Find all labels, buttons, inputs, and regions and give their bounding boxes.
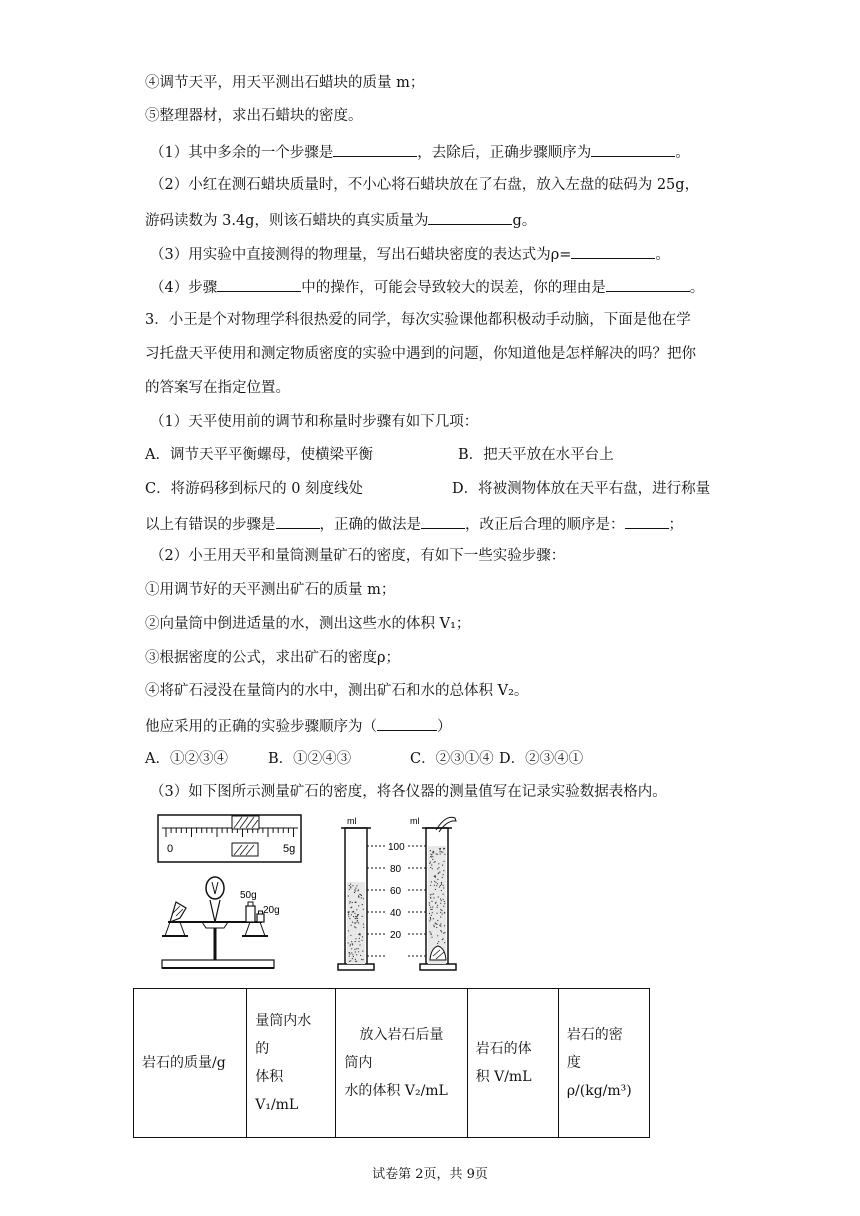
p3-option-b: B．①②④③: [268, 751, 352, 767]
table-row: [134, 989, 650, 1138]
question-4: （4）步骤 中的操作，可能会导致较大的误差，你的理由是 。: [150, 276, 704, 298]
problem-3-line3: 的答案写在指定位置。: [145, 380, 290, 396]
p3-step-1: ①用调节好的天平测出矿石的质量 m；: [145, 582, 396, 598]
tick-40: 40: [390, 908, 402, 919]
weight-20g-label: 20g: [263, 905, 280, 916]
question-2-line1: （2）小红在测石蜡块质量时，不小心将石蜡块放在了右盘，放入左盘的砝码为 25g，: [150, 177, 700, 193]
p3-question-3-intro: （3）如下图所示测量矿石的密度，将各仪器的测量值写在记录实验数据表格内。: [150, 784, 667, 800]
answer-blank[interactable]: [625, 513, 669, 529]
cylinder-scale: [367, 842, 426, 956]
scale-five-label: 5g: [283, 843, 296, 855]
header-rock-density: 岩石的密 度 ρ/(kg/m³): [558, 989, 649, 1138]
measurement-figure: [150, 810, 480, 976]
problem-3-line2: 习托盘天平使用和测定物质密度的实验中遇到的问题，你知道他是怎样解决的吗？把你: [145, 346, 696, 362]
header-rock-volume: 岩石的体 积 V/mL: [467, 989, 558, 1138]
answer-blank[interactable]: [217, 276, 301, 292]
p3-step-2: ②向量筒中倒进适量的水，测出这些水的体积 V₁；: [145, 616, 471, 632]
p3-step-4: ④将矿石浸没在量筒内的水中，测出矿石和水的总体积 V₂。: [145, 683, 529, 699]
problem-3-line1: 3．小王是个对物理学科很热爱的同学，每次实验课他都积极动手动脑，下面是他在学: [145, 312, 691, 328]
option-c: C．将游码移到标尺的 0 刻度线处: [145, 481, 364, 497]
weight-50g-label: 50g: [240, 890, 257, 901]
option-b: B．把天平放在水平台上: [458, 447, 614, 463]
p3-option-c: C．②③①④: [410, 751, 494, 767]
answer-blank[interactable]: [571, 243, 655, 259]
p3-option-d: D．②③④①: [499, 751, 584, 767]
answer-blank[interactable]: [377, 715, 437, 731]
tick-60: 60: [390, 886, 402, 897]
page-footer: 试卷第 2页，共 9页: [372, 1167, 488, 1182]
rider-scale: [158, 815, 301, 862]
question-2-line2: 游码读数为 3.4g，则该石蜡块的真实质量为 g。: [145, 209, 536, 231]
p3-option-a: A．①②③④: [145, 751, 228, 767]
p3-question-2-intro: （2）小王用天平和量筒测量矿石的密度，有如下一些实验步骤：: [150, 548, 566, 564]
scale-zero-label: 0: [167, 843, 174, 855]
answer-blank[interactable]: [428, 209, 512, 225]
question-1: （1）其中多余的一个步骤是 ，去除后，正确步骤顺序为 。: [150, 141, 690, 163]
header-rock-mass: 岩石的质量/g: [134, 989, 247, 1138]
line-step5: ⑤整理器材，求出石蜡块的密度。: [145, 108, 363, 124]
cylinder-unit-label: ml: [347, 816, 357, 826]
header-total-volume: 放入岩石后量 筒内 水的体积 V₂/mL: [336, 989, 467, 1138]
balance-icon: [162, 877, 280, 968]
header-water-volume: 量筒内水 的 体积 V₁/mL: [247, 989, 336, 1138]
tick-20: 20: [390, 930, 402, 941]
tick-80: 80: [390, 864, 402, 875]
answer-blank[interactable]: [421, 513, 465, 529]
answer-blank[interactable]: [276, 513, 320, 529]
p3-step-3: ③根据密度的公式，求出矿石的密度ρ；: [145, 650, 401, 666]
option-a: A．调节天平平衡螺母，使横梁平衡: [145, 447, 373, 463]
option-d: D．将被测物体放在天平右盘，进行称量: [452, 481, 711, 497]
line-step4: ④调节天平，用天平测出石蜡块的质量 m；: [145, 75, 425, 91]
graduated-cylinder-rock: [410, 816, 456, 970]
answer-blank[interactable]: [591, 141, 675, 157]
question-3: （3）用实验中直接测得的物理量，写出石蜡块密度的表达式为ρ= 。: [150, 243, 670, 265]
p3-question-1-intro: （1）天平使用前的调节和称量时步骤有如下几项：: [150, 414, 479, 430]
tick-100: 100: [388, 842, 405, 853]
cylinder-unit-label-2: ml: [410, 816, 420, 826]
p3-question-2-ask: 他应采用的正确的实验步骤顺序为（ ）: [145, 715, 452, 737]
answer-blank[interactable]: [606, 276, 690, 292]
p3-question-1-ask: 以上有错误的步骤是 ，正确的做法是 ，改正后合理的顺序是： ；: [145, 513, 683, 535]
data-table: [133, 988, 650, 1138]
answer-blank[interactable]: [333, 141, 417, 157]
graduated-cylinder-water: [338, 816, 374, 970]
